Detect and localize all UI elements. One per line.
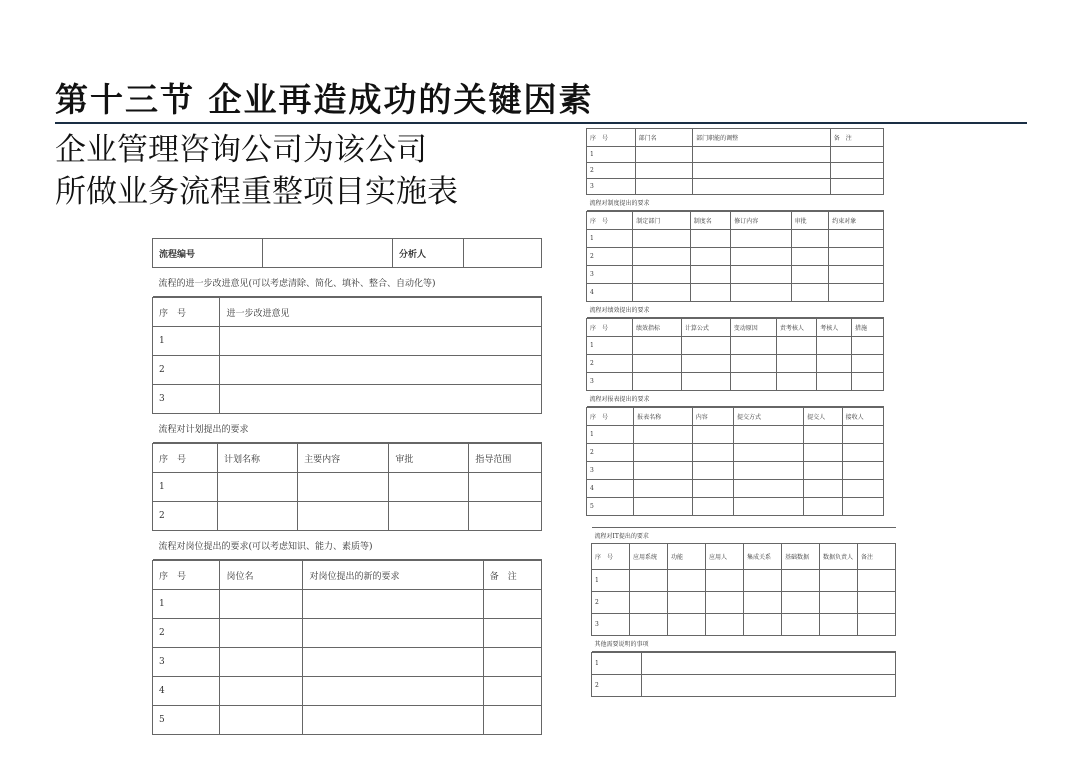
- row-number: 2: [587, 444, 634, 462]
- right-section-title: 流程对绩效提出的要求: [587, 302, 884, 318]
- row-number: 1: [587, 426, 634, 444]
- col-header: 基础数据: [782, 544, 820, 570]
- right-dept-table: [586, 128, 884, 211]
- right-it-table: [591, 527, 896, 652]
- col-header: 计算公式: [681, 319, 730, 337]
- col-header: 序 号: [153, 444, 218, 473]
- col-header: 备注: [858, 544, 896, 570]
- col-header: 进一步改进意见: [220, 298, 542, 327]
- left-position-table: [152, 560, 542, 735]
- row-number: 4: [587, 284, 633, 302]
- col-header: 变动原因: [730, 319, 776, 337]
- col-header: 部门名: [635, 129, 692, 147]
- left-plan-table: [152, 443, 542, 560]
- col-header: 岗位名: [220, 561, 303, 590]
- col-header: 内容: [692, 408, 733, 426]
- col-header: 主要内容: [298, 444, 389, 473]
- right-section-title: 流程对IT提出的要求: [592, 528, 896, 544]
- col-header: 备 注: [830, 129, 883, 147]
- row-number: 1: [592, 570, 630, 592]
- left-section-title: 流程对岗位提出的要求(可以考虑知识、能力、素质等): [153, 531, 542, 560]
- col-header: 考核人: [817, 319, 852, 337]
- row-number: 1: [153, 473, 218, 502]
- col-header: 绩效指标: [633, 319, 682, 337]
- right-section-title: 流程对报表提出的要求: [587, 391, 884, 407]
- slide-title: 第十三节 企业再造成功的关键因素: [55, 80, 594, 119]
- right-kpi-table: [586, 318, 884, 407]
- analyst-label: 分析人: [392, 239, 463, 268]
- row-number: 3: [587, 179, 636, 195]
- col-header: 制度名: [690, 212, 731, 230]
- right-section-title: 流程对制度提出的要求: [587, 195, 884, 211]
- col-header: 报表名称: [634, 408, 693, 426]
- subtitle-line-1: 企业管理咨询公司为该公司: [55, 132, 427, 168]
- col-header: 对岗位提出的新的要求: [303, 561, 483, 590]
- row-number: 1: [592, 653, 642, 675]
- col-header: 数据负责人: [820, 544, 858, 570]
- col-header: 序 号: [587, 212, 633, 230]
- col-header: 序 号: [153, 561, 220, 590]
- col-header: 功能: [668, 544, 706, 570]
- flow-id-label: 流程编号: [153, 239, 263, 268]
- row-number: 2: [153, 502, 218, 531]
- col-header: 备 注: [483, 561, 541, 590]
- left-section-title: 流程对计划提出的要求: [153, 414, 542, 443]
- col-header: 责考核人: [776, 319, 816, 337]
- row-number: 1: [587, 337, 633, 355]
- row-number: 3: [587, 373, 633, 391]
- right-report-table: [586, 407, 884, 516]
- row-number: 3: [153, 385, 220, 414]
- row-number: 5: [587, 498, 634, 516]
- row-number: 2: [153, 356, 220, 385]
- col-header: 序 号: [587, 319, 633, 337]
- left-improvement-table: [152, 297, 542, 443]
- col-header: 计划名称: [218, 444, 298, 473]
- row-number: 1: [153, 590, 220, 619]
- col-header: 部门职能的调整: [693, 129, 831, 147]
- col-header: 应用系统: [630, 544, 668, 570]
- row-number: 3: [592, 614, 630, 636]
- row-number: 2: [587, 163, 636, 179]
- right-rules-table: [586, 211, 884, 318]
- row-number: 2: [587, 355, 633, 373]
- col-header: 指导范围: [469, 444, 542, 473]
- col-header: 措施: [851, 319, 883, 337]
- col-header: 接收人: [842, 408, 883, 426]
- row-number: 2: [587, 248, 633, 266]
- col-header: 应用人: [706, 544, 744, 570]
- row-number: 2: [592, 675, 642, 697]
- subtitle-line-2: 所做业务流程重整项目实施表: [55, 174, 458, 210]
- col-header: 提交方式: [734, 408, 804, 426]
- col-header: 制定部门: [633, 212, 691, 230]
- row-number: 2: [592, 592, 630, 614]
- row-number: 1: [153, 327, 220, 356]
- right-other-table: [591, 652, 896, 697]
- row-number: 5: [153, 706, 220, 735]
- row-number: 1: [587, 147, 636, 163]
- col-header: 集成关系: [744, 544, 782, 570]
- col-header: 序 号: [592, 544, 630, 570]
- row-number: 4: [153, 677, 220, 706]
- row-number: 2: [153, 619, 220, 648]
- col-header: 约束对象: [829, 212, 884, 230]
- col-header: 修订内容: [731, 212, 791, 230]
- row-number: 1: [587, 230, 633, 248]
- row-number: 3: [153, 648, 220, 677]
- col-header: 审批: [389, 444, 469, 473]
- row-number: 4: [587, 480, 634, 498]
- left-header-table: [152, 238, 542, 297]
- col-header: 序 号: [587, 408, 634, 426]
- right-section-title: 其他需要说明的事项: [592, 636, 896, 652]
- row-number: 3: [587, 462, 634, 480]
- col-header: 审批: [791, 212, 829, 230]
- row-number: 3: [587, 266, 633, 284]
- left-section-title: 流程的进一步改进意见(可以考虑清除、简化、填补、整合、自动化等): [153, 268, 542, 297]
- col-header: 提交人: [804, 408, 842, 426]
- col-header: 序 号: [153, 298, 220, 327]
- col-header: 序 号: [587, 129, 636, 147]
